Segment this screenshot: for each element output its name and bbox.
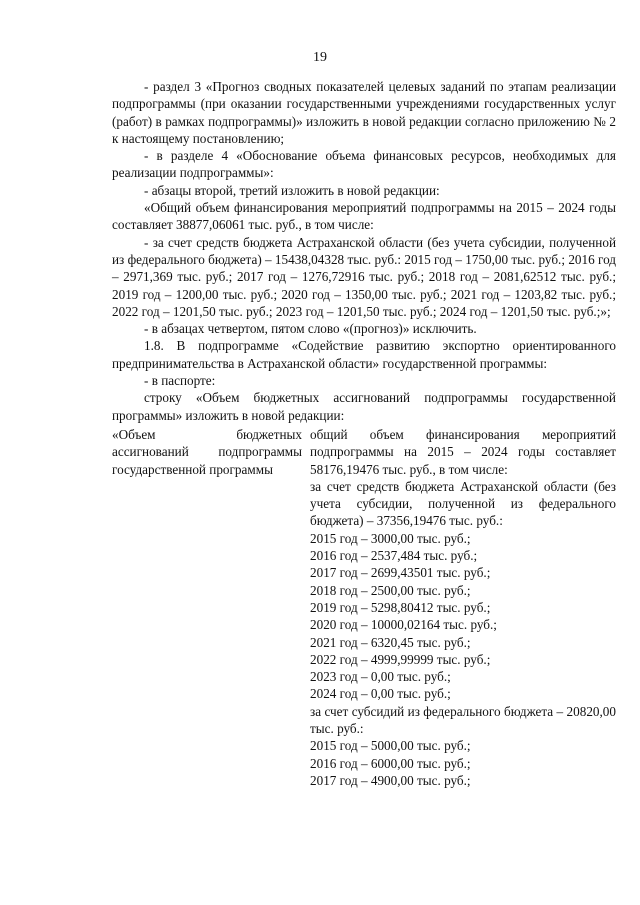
regional-year-2021: 2021 год – 6320,45 тыс. руб.; bbox=[310, 634, 471, 650]
paragraph-regional: - за счет средств бюджета Астраханской области (без учета субсидии, полученной из федерального бюджета) – 15438,04328 тыс. руб.: 2015 год – 1750,00 тыс. руб.; 2016 год – 2971,369 тыс. руб.; 2017 год – 1276,72916 тыс. руб.; 2018 год – 2081,62512 тыс. руб.; 2019 год – 1200,00 тыс. руб.; 2020 год – 1350,00 тыс. руб.; 2021 год – 1203,82 тыс. руб.; 2022 год – 1201,50 тыс. руб.; 2023 год – 1201,50 тыс. руб.; 2024 год – 1201,50 тыс. руб.;»; bbox=[112, 234, 616, 319]
passport-left-cell: «Объем бюджетных ассигнований подпрограммы государственной программы bbox=[112, 426, 302, 477]
regional-year-2017: 2017 год – 2699,43501 тыс. руб.; bbox=[310, 565, 491, 581]
regional-year-2020: 2020 год – 10000,02164 тыс. руб.; bbox=[310, 617, 497, 633]
regional-year-2015: 2015 год – 3000,00 тыс. руб.; bbox=[310, 530, 471, 546]
passport-federal: за счет субсидий из федерального бюджета – 20820,00 тыс. руб.: bbox=[310, 703, 616, 736]
paragraph-1-8: 1.8. В подпрограмме «Содействие развитию экспортно ориентированного предпринимательства в Астраханской области» государственной программы: bbox=[112, 338, 616, 371]
paragraph-exclude: - в абзацах четвертом, пятом слово «(прогноз)» исключить. bbox=[144, 321, 477, 337]
paragraph-abzacy: - абзацы второй, третий изложить в новой редакции: bbox=[144, 182, 440, 198]
passport-regional: за счет средств бюджета Астраханской области (без учета субсидии, полученной из федерального бюджета) – 37356,19476 тыс. руб.: bbox=[310, 478, 616, 529]
regional-year-2018: 2018 год – 2500,00 тыс. руб.; bbox=[310, 582, 471, 598]
regional-year-2024: 2024 год – 0,00 тыс. руб.; bbox=[310, 686, 451, 702]
page-number: 19 bbox=[313, 50, 327, 65]
passport-right-cell bbox=[310, 426, 616, 789]
paragraph-section4: - в разделе 4 «Обоснование объема финансовых ресурсов, необходимых для реализации подпрограммы»: bbox=[112, 148, 616, 181]
regional-year-2016: 2016 год – 2537,484 тыс. руб.; bbox=[310, 548, 478, 564]
passport-total: общий объем финансирования мероприятий подпрограммы на 2015 – 2024 годы составляет 58176,19476 тыс. руб., в том числе: bbox=[310, 426, 616, 477]
federal-year-2016: 2016 год – 6000,00 тыс. руб.; bbox=[310, 755, 471, 771]
federal-year-2017: 2017 год – 4900,00 тыс. руб.; bbox=[310, 772, 471, 788]
regional-year-2022: 2022 год – 4999,99999 тыс. руб.; bbox=[310, 651, 491, 667]
paragraph-section3: - раздел 3 «Прогноз сводных показателей целевых заданий по этапам реализации подпрограммы (при оказании государственными учреждениями государственных услуг (работ) в рамках подпрограммы)» изложить в новой редакции согласно приложению № 2 к настоящему постановлению; bbox=[112, 79, 616, 146]
federal-year-2015: 2015 год – 5000,00 тыс. руб.; bbox=[310, 738, 471, 754]
paragraph-passport: - в паспорте: bbox=[144, 373, 216, 389]
paragraph-line: строку «Объем бюджетных ассигнований подпрограммы государственной программы» изложить в новой редакции: bbox=[112, 390, 616, 423]
paragraph-total: «Общий объем финансирования мероприятий подпрограммы на 2015 – 2024 годы составляет 38877,06061 тыс. руб., в том числе: bbox=[112, 200, 616, 233]
passport-table bbox=[112, 426, 616, 789]
document-body bbox=[112, 78, 616, 789]
regional-year-2023: 2023 год – 0,00 тыс. руб.; bbox=[310, 669, 451, 685]
regional-year-2019: 2019 год – 5298,80412 тыс. руб.; bbox=[310, 599, 491, 615]
